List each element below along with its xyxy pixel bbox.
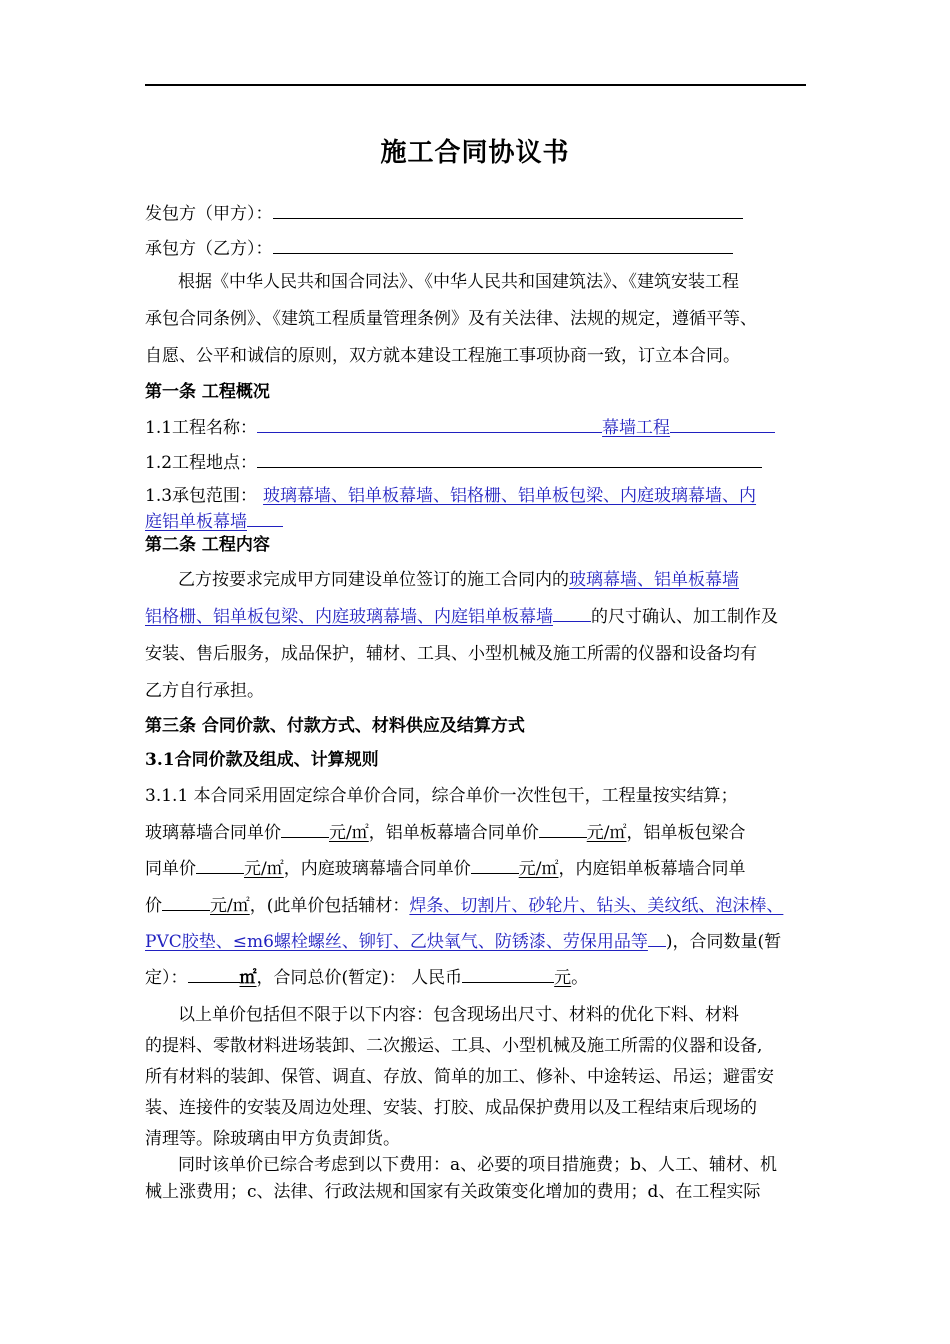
square-meter-unit: ㎡ (239, 968, 257, 988)
price-line-1: 3.1.1 本合同采用固定综合单价合同，综合单价一次性包干，工程量按实结算； (145, 786, 738, 806)
atrium-glass-price-label: ，内庭玻璃幕墙合同单价 (283, 859, 471, 879)
fee-line-2: 械上涨费用；c、法律、行政法规和国家有关政策变化增加的费用；d、在工程实际 (145, 1182, 761, 1202)
party-a-blank[interactable] (273, 202, 743, 219)
party-a-label: 发包方（甲方）： (145, 204, 273, 224)
preamble-line-1: 根据《中华人民共和国合同法》、《中华人民共和国建筑法》、《建筑安装工程 (178, 272, 739, 292)
auxiliary-materials-list-2: PVC胶垫、≤m6螺栓螺丝、铆钉、乙炔氧气、防锈漆、劳保用品等 (145, 932, 648, 952)
content-line-2 (145, 605, 778, 628)
contract-quantity-label-2: 定）： (145, 968, 188, 988)
inclusion-line-5: 清理等。除玻璃由甲方负责卸货。 (145, 1129, 400, 1149)
inclusion-line-4: 装、连接件的安装及周边处理、安装、打胶、成品保护费用以及工程结束后现场的 (145, 1098, 757, 1118)
preamble-line-2: 承包合同条例》、《建筑工程质量管理条例》及有关法律、法规的规定，遵循平等、 (145, 309, 757, 329)
price-line-6 (145, 966, 588, 989)
content-line-3: 安装、售后服务，成品保护，辅材、工具、小型机械及施工所需的仪器和设备均有 (145, 644, 757, 664)
inclusion-line-2: 的提料、零散材料进场装卸、二次搬运、工具、小型机械及施工所需的仪器和设备, (145, 1036, 763, 1056)
price-line-5 (145, 930, 781, 953)
atrium-aluminum-price-label: ，内庭铝单板幕墙合同单 (558, 859, 746, 879)
aluminum-wall-price-blank[interactable] (539, 821, 587, 838)
project-name-value: 幕墙工程 (602, 418, 671, 438)
contract-quantity-label: )，合同数量(暂 (665, 932, 782, 952)
atrium-glass-price-blank[interactable] (471, 857, 519, 874)
inclusion-line-1: 以上单价包括但不限于以下内容：包含现场出尺寸、材料的优化下料、材料 (178, 1005, 739, 1025)
period: 。 (571, 968, 589, 988)
unit-label: 元/㎡ (518, 859, 559, 879)
price-line-4 (145, 894, 783, 917)
atrium-aluminum-price-blank[interactable] (162, 894, 210, 911)
party-b-blank[interactable] (273, 237, 733, 254)
content-line-4: 乙方自行承担。 (145, 681, 264, 701)
party-b-label: 承包方（乙方）： (145, 239, 273, 259)
party-b-line (145, 237, 733, 260)
scope-value-2: 庭铝单板幕墙 (145, 512, 247, 532)
contract-quantity-blank[interactable] (188, 966, 240, 983)
content-text-2: 的尺寸确认、加工制作及 (591, 607, 778, 627)
aluminum-wall-price-label: ，铝单板幕墙合同单价 (368, 823, 539, 843)
total-price-label: ，合同总价(暂定)： 人民币 (256, 968, 463, 988)
scope-label: 1.3承包范围： (145, 486, 258, 506)
project-location-line (145, 451, 762, 474)
price-line-3 (145, 857, 745, 880)
auxiliary-materials-label: ，(此单价包括辅材： (249, 896, 410, 916)
content-line-1 (178, 569, 739, 591)
project-location-blank[interactable] (257, 451, 762, 468)
glass-wall-price-label: 玻璃幕墙合同单价 (145, 823, 281, 843)
unit-label: 元/㎡ (210, 896, 250, 916)
unit-label: 元/㎡ (244, 859, 284, 879)
fee-line-1: 同时该单价已综合考虑到以下费用：a、必要的项目措施费；b、人工、辅材、机 (178, 1155, 778, 1175)
document-title: 施工合同协议书 (380, 138, 570, 168)
content-scope-link-1: 玻璃幕墙、铝单板幕墙 (569, 570, 739, 590)
total-price-blank[interactable] (462, 966, 554, 983)
auxiliary-materials-list-1: 焊条、切割片、砂轮片、钻头、美纹纸、泡沫棒、 (409, 896, 784, 916)
content-text-1: 乙方按要求完成甲方同建设单位签订的施工合同内的 (178, 570, 569, 590)
project-name-line (145, 416, 775, 439)
beam-wrap-price-label-2: 同单价 (145, 859, 196, 879)
atrium-aluminum-price-label-2: 价 (145, 896, 162, 916)
inclusion-line-3: 所有材料的装卸、保管、调直、存放、简单的加工、修补、中途转运、吊运；避雷安 (145, 1067, 774, 1087)
yuan-unit: 元 (554, 968, 572, 988)
price-line-2 (145, 821, 745, 844)
project-location-label: 1.2工程地点： (145, 453, 258, 473)
project-name-label: 1.1工程名称： (145, 418, 258, 438)
article2-heading: 第二条 工程内容 (145, 535, 270, 555)
party-a-line (145, 202, 743, 225)
scope-line-2 (145, 510, 283, 533)
unit-label: 元/㎡ (586, 823, 627, 843)
scope-line-1 (145, 485, 756, 507)
beam-wrap-price-label: ，铝单板包梁合 (626, 823, 746, 843)
unit-label: 元/㎡ (329, 823, 369, 843)
article3-heading: 第三条 合同价款、付款方式、材料供应及结算方式 (145, 716, 525, 736)
article1-heading: 第一条 工程概况 (145, 382, 270, 402)
scope-value-1: 玻璃幕墙、铝单板幕墙、铝格栅、铝单板包梁、内庭玻璃幕墙、内 (263, 486, 757, 506)
top-rule (145, 84, 806, 86)
preamble-line-3: 自愿、公平和诚信的原则，双方就本建设工程施工事项协商一致，订立本合同。 (145, 346, 740, 366)
glass-wall-price-blank[interactable] (281, 821, 329, 838)
article3-subheading: 3.1合同价款及组成、计算规则 (145, 750, 379, 770)
beam-wrap-price-blank[interactable] (196, 857, 244, 874)
content-scope-link-2: 铝格栅、铝单板包梁、内庭玻璃幕墙、内庭铝单板幕墙 (145, 607, 553, 627)
